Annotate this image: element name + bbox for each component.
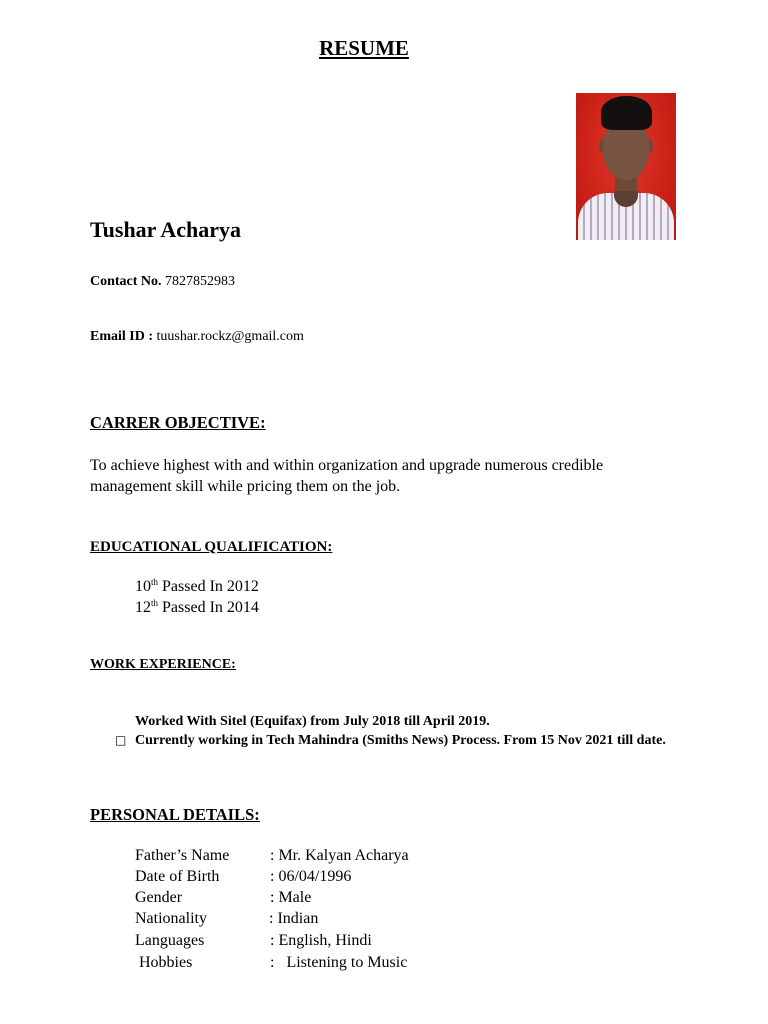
- portrait-photo: [576, 93, 676, 240]
- work-item: Worked With Sitel (Equifax) from July 2018 till April 2019.: [135, 714, 490, 729]
- detail-value-languages: : English, Hindi: [270, 932, 372, 949]
- work-item: Currently working in Tech Mahindra (Smiths News) Process. From 15 Nov 2021 till date.: [135, 733, 666, 748]
- work-heading: WORK EXPERIENCE:: [90, 657, 236, 672]
- objective-line-2: management skill while pricing them on the job.: [90, 478, 401, 495]
- objective-heading: CARRER OBJECTIVE:: [90, 413, 266, 432]
- education-heading: EDUCATIONAL QUALIFICATION:: [90, 539, 333, 555]
- email-address: tuushar.rockz@gmail.com: [156, 329, 304, 344]
- contact-number: 7827852983: [165, 274, 236, 289]
- email-line: [90, 329, 304, 345]
- detail-label-languages: Languages: [135, 932, 205, 949]
- education-item: [135, 599, 259, 617]
- objective-line-1: To achieve highest with and within organization and upgrade numerous credible: [90, 457, 604, 474]
- contact-label: Contact No.: [90, 274, 162, 289]
- detail-label-father: Father’s Name: [135, 847, 230, 864]
- education-item-number: 12: [135, 599, 151, 616]
- detail-value-gender: : Male: [270, 889, 312, 906]
- email-label: Email ID :: [90, 329, 153, 344]
- contact-line: [90, 274, 235, 290]
- detail-label-dob: Date of Birth: [135, 868, 220, 885]
- education-item-suffix: th: [151, 577, 159, 587]
- detail-label-hobbies: Hobbies: [135, 954, 193, 971]
- detail-value-nationality: : Indian: [269, 910, 319, 927]
- detail-value-hobbies: : Listening to Music: [270, 954, 408, 971]
- personal-heading: PERSONAL DETAILS:: [90, 805, 260, 824]
- education-item-number: 10: [135, 578, 151, 595]
- bullet-box-icon: □: [115, 733, 127, 747]
- detail-label-nationality: Nationality: [135, 910, 207, 927]
- detail-label-gender: Gender: [135, 889, 183, 906]
- education-item-suffix: th: [151, 598, 159, 608]
- hair-shape: [601, 96, 652, 130]
- resume-title: RESUME: [319, 36, 409, 60]
- detail-value-father: : Mr. Kalyan Acharya: [270, 847, 409, 864]
- education-item-text: Passed In 2014: [162, 599, 259, 616]
- candidate-name: Tushar Acharya: [90, 217, 241, 242]
- education-item: [135, 578, 259, 596]
- education-item-text: Passed In 2012: [162, 578, 259, 595]
- detail-value-dob: : 06/04/1996: [270, 868, 352, 885]
